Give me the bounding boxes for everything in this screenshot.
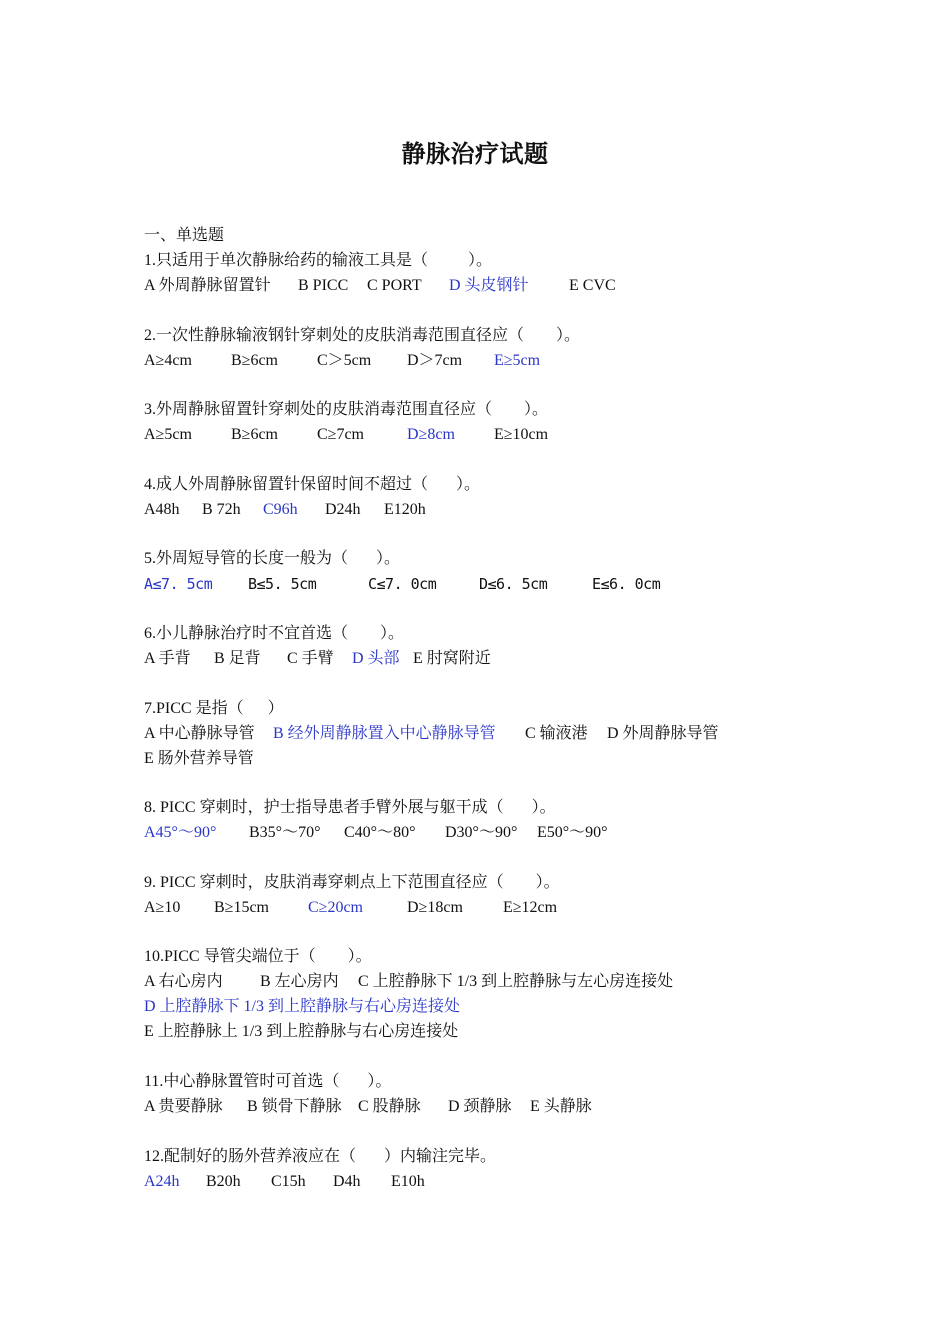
question-7-stem: 7.PICC 是指（ ）	[144, 700, 284, 717]
option: A 手背	[144, 650, 191, 667]
question-10-stem: 10.PICC 导管尖端位于（ ）。	[144, 948, 372, 965]
question-11-stem: 11.中心静脉置管时可首选（ ）。	[144, 1073, 392, 1090]
question-5-stem: 5.外周短导管的长度一般为（ ）。	[144, 550, 401, 567]
option: E≤6. 0cm	[592, 575, 661, 593]
option: E≥10cm	[494, 426, 549, 443]
option: B 锁骨下静脉	[247, 1098, 342, 1115]
option: C 股静脉	[358, 1098, 421, 1115]
question-8-stem: 8. PICC 穿刺时，护士指导患者手臂外展与躯干成（ ）。	[144, 799, 556, 816]
question-9-stem: 9. PICC 穿刺时，皮肤消毒穿刺点上下范围直径应（ ）。	[144, 874, 560, 891]
question-10-option: E 上腔静脉上 1/3 到上腔静脉与右心房连接处	[144, 1023, 459, 1040]
option: C40°～80°	[344, 824, 416, 841]
option: C 输液港	[525, 725, 588, 742]
question-12-options	[144, 1170, 425, 1194]
question-12-stem: 12.配制好的肠外营养液应在（ ）内输注完毕。	[144, 1148, 497, 1165]
option: D 外周静脉导管	[607, 725, 719, 742]
option: D24h	[325, 501, 361, 518]
option: E10h	[391, 1173, 425, 1190]
question-7-options-cont	[144, 747, 254, 771]
option: C15h	[271, 1173, 306, 1190]
option: E 肠外营养导管	[144, 750, 254, 767]
option: A 右心房内	[144, 973, 223, 990]
option: A 贵要静脉	[144, 1098, 223, 1115]
question-7-options	[144, 722, 719, 746]
option: D 颈静脉	[448, 1098, 512, 1115]
option: B35°～70°	[249, 824, 321, 841]
option: B≥6cm	[231, 426, 278, 443]
option-answer: C≥20cm	[308, 899, 363, 916]
option: D4h	[333, 1173, 361, 1190]
section-heading: 一、单选题	[144, 227, 225, 244]
option: E 肘窝附近	[413, 650, 491, 667]
option: B 左心房内	[260, 973, 339, 990]
question-9-options	[144, 896, 558, 920]
option-answer: C96h	[263, 501, 298, 518]
option: B 72h	[202, 501, 241, 518]
option: C≥7cm	[317, 426, 364, 443]
option: B PICC	[298, 277, 349, 294]
option-answer: A24h	[144, 1173, 180, 1190]
option: B≥6cm	[231, 352, 278, 369]
option: C PORT	[367, 277, 422, 294]
option: B≥15cm	[214, 899, 269, 916]
option: A 中心静脉导管	[144, 725, 255, 742]
question-10-options	[144, 970, 674, 994]
option: C 手臂	[287, 650, 334, 667]
option: A≥5cm	[144, 426, 192, 443]
option: A≥4cm	[144, 352, 192, 369]
question-5-options	[144, 572, 661, 596]
option: E50°～90°	[537, 824, 608, 841]
question-11-options	[144, 1095, 592, 1119]
option: C＞5cm	[317, 352, 372, 369]
option: D≤6. 5cm	[479, 575, 548, 593]
document-title: 静脉治疗试题	[401, 140, 549, 168]
question-10-option-answer: D 上腔静脉下 1/3 到上腔静脉与右心房连接处	[144, 998, 461, 1015]
option-answer: D 头皮钢针	[449, 277, 529, 294]
option: A≥10	[144, 899, 181, 916]
question-4-stem: 4.成人外周静脉留置针保留时间不超过（ ）。	[144, 476, 481, 493]
option-answer: D≥8cm	[407, 426, 455, 443]
question-6-options	[144, 647, 491, 671]
option: D30°～90°	[445, 824, 518, 841]
option: D≥18cm	[407, 899, 463, 916]
option: C 上腔静脉下 1/3 到上腔静脉与左心房连接处	[358, 973, 674, 990]
option: E 头静脉	[530, 1098, 592, 1115]
option: A48h	[144, 501, 180, 518]
option: B20h	[206, 1173, 241, 1190]
question-3-stem: 3.外周静脉留置针穿刺处的皮肤消毒范围直径应（ ）。	[144, 401, 549, 418]
question-6-stem: 6.小儿静脉治疗时不宜首选（ ）。	[144, 625, 405, 642]
option: C≤7. 0cm	[368, 575, 437, 593]
option-answer: B 经外周静脉置入中心静脉导管	[273, 725, 496, 742]
question-8-options	[144, 821, 608, 845]
option: E CVC	[569, 277, 616, 294]
question-2-options	[144, 349, 541, 373]
option-answer: A45°～90°	[144, 824, 217, 841]
option: A 外周静脉留置针	[144, 277, 271, 294]
question-1-options	[144, 274, 616, 298]
option: E120h	[384, 501, 426, 518]
option-answer: A≤7. 5cm	[144, 575, 213, 593]
option: E≥12cm	[503, 899, 558, 916]
option: D＞7cm	[407, 352, 463, 369]
option: B≤5. 5cm	[248, 575, 317, 593]
option: B 足背	[214, 650, 261, 667]
question-1-stem: 1.只适用于单次静脉给药的输液工具是（ ）。	[144, 252, 493, 269]
option-answer: E≥5cm	[494, 352, 541, 369]
option-answer: D 头部	[352, 650, 400, 667]
question-2-stem: 2.一次性静脉输液钢针穿刺处的皮肤消毒范围直径应（ ）。	[144, 327, 581, 344]
question-4-options	[144, 498, 426, 522]
question-3-options	[144, 423, 549, 447]
